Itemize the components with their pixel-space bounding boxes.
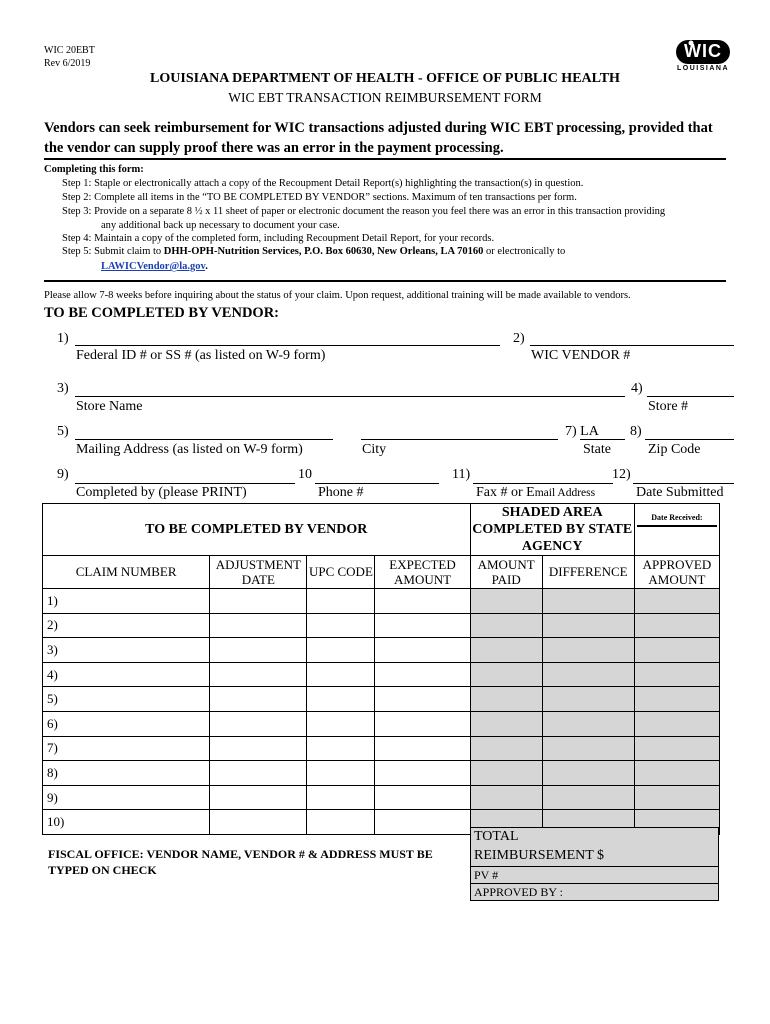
cell[interactable] <box>634 638 719 663</box>
cell[interactable] <box>375 761 470 786</box>
instructions-heading: Completing this form: <box>44 164 144 175</box>
cell[interactable] <box>307 785 375 810</box>
row-number[interactable]: 8) <box>43 761 210 786</box>
field-number: 11) <box>452 467 471 482</box>
cell[interactable] <box>634 687 719 712</box>
cell[interactable] <box>470 613 542 638</box>
cell[interactable] <box>542 662 634 687</box>
divider <box>471 866 718 867</box>
email-line <box>101 261 208 272</box>
cell[interactable] <box>375 638 470 663</box>
date-received-label: Date Received: <box>637 513 717 527</box>
cell[interactable] <box>375 785 470 810</box>
cell[interactable] <box>307 761 375 786</box>
city-label: City <box>362 442 387 457</box>
cell[interactable] <box>470 589 542 614</box>
state-prefilled: 7) LA <box>565 424 599 439</box>
field-number: 10 <box>298 467 312 482</box>
phone-field[interactable] <box>315 483 439 484</box>
vendor-table-header: TO BE COMPLETED BY VENDOR <box>43 504 471 556</box>
store-name-field[interactable] <box>75 396 625 397</box>
fax-email-field[interactable] <box>473 483 613 484</box>
table-row <box>43 736 720 761</box>
cell[interactable] <box>375 589 470 614</box>
email-period: . <box>205 261 208 272</box>
form-title: WIC EBT TRANSACTION REIMBURSEMENT FORM <box>228 90 542 105</box>
total-label: TOTAL <box>474 829 519 844</box>
cell[interactable] <box>634 662 719 687</box>
cell[interactable] <box>634 736 719 761</box>
federal-id-label: Federal ID # or SS # (as listed on W-9 form) <box>76 348 326 363</box>
step-5-suffix: or electronically to <box>483 246 566 257</box>
cell[interactable] <box>307 638 375 663</box>
cell[interactable] <box>307 613 375 638</box>
cell[interactable] <box>542 736 634 761</box>
field-number: 8) <box>630 424 642 439</box>
cell[interactable] <box>542 613 634 638</box>
col-adjustment-date: ADJUSTMENT DATE <box>210 556 307 589</box>
reimbursement-label[interactable]: REIMBURSEMENT $ <box>474 848 605 863</box>
cell[interactable] <box>634 711 719 736</box>
mailing-address-label: Mailing Address (as listed on W-9 form) <box>76 442 303 457</box>
vendor-section-title: TO BE COMPLETED BY VENDOR: <box>44 305 279 321</box>
form-id: WIC 20EBT <box>44 45 95 56</box>
fiscal-office-note: FISCAL OFFICE: VENDOR NAME, VENDOR # & ADDRESS MUST BE TYPED ON CHECK <box>48 847 433 877</box>
step-3: Step 3: Provide on a separate 8 ½ x 11 sheet of paper or electronic document the reason you feel there was an error in this transaction providing <box>62 206 666 217</box>
cell[interactable] <box>210 810 307 835</box>
completed-by-label: Completed by (please PRINT) <box>76 485 247 500</box>
cell[interactable] <box>375 810 470 835</box>
cell[interactable] <box>210 662 307 687</box>
row-number[interactable]: 3) <box>43 638 210 663</box>
cell[interactable] <box>634 785 719 810</box>
table-row <box>43 638 720 663</box>
row-number[interactable]: 2) <box>43 613 210 638</box>
state-label: State <box>583 442 611 457</box>
cell[interactable] <box>470 687 542 712</box>
cell[interactable] <box>307 810 375 835</box>
cell[interactable] <box>210 711 307 736</box>
col-amount-paid: AMOUNT PAID <box>470 556 542 589</box>
form-revision: Rev 6/2019 <box>44 58 91 69</box>
cell[interactable] <box>634 589 719 614</box>
cell[interactable] <box>307 687 375 712</box>
row-number[interactable]: 10) <box>43 810 210 835</box>
cell[interactable] <box>210 589 307 614</box>
table-row <box>43 687 720 712</box>
date-received-cell[interactable] <box>634 504 719 556</box>
pv-number-label[interactable]: PV # <box>474 868 499 882</box>
col-difference: DIFFERENCE <box>542 556 634 589</box>
department-title: LOUISIANA DEPARTMENT OF HEALTH - OFFICE OF PUBLIC HEALTH <box>150 71 620 86</box>
logo-subtext: LOUISIANA <box>677 65 729 72</box>
zip-code-label: Zip Code <box>648 442 701 457</box>
row-number[interactable]: 6) <box>43 711 210 736</box>
cell[interactable] <box>375 613 470 638</box>
cell[interactable] <box>210 785 307 810</box>
wic-vendor-number-field[interactable] <box>530 345 734 346</box>
table-row <box>43 589 720 614</box>
col-upc-code: UPC CODE <box>307 556 375 589</box>
cell[interactable] <box>375 711 470 736</box>
cell[interactable] <box>375 736 470 761</box>
wic-vendor-number-label: WIC VENDOR # <box>531 348 631 363</box>
row-number[interactable]: 9) <box>43 785 210 810</box>
approved-by-label[interactable]: APPROVED BY : <box>474 885 563 899</box>
cell[interactable] <box>210 736 307 761</box>
divider <box>44 280 726 282</box>
step-2: Step 2: Complete all items in the “TO BE COMPLETED BY VENDOR” sections. Maximum of ten transactions per form. <box>62 192 577 203</box>
row-number[interactable]: 7) <box>43 736 210 761</box>
state-field[interactable] <box>580 439 625 440</box>
table-row <box>43 761 720 786</box>
processing-notice: Please allow 7-8 weeks before inquiring about the status of your claim. Upon request, additional training will be made available to vendors. <box>44 290 631 301</box>
cell[interactable] <box>375 662 470 687</box>
field-number: 1) <box>57 331 69 346</box>
cell[interactable] <box>542 711 634 736</box>
field-number: 4) <box>631 381 643 396</box>
fax-email-label-main: Fax # or E <box>476 485 535 500</box>
wic-logo <box>672 37 734 75</box>
step-3-continued: any additional back up necessary to document your case. <box>101 220 340 231</box>
mailing-address-field[interactable] <box>75 439 333 440</box>
cell[interactable] <box>307 589 375 614</box>
step-5-address: DHH-OPH-Nutrition Services, P.O. Box 60630, New Orleans, LA 70160 <box>163 246 484 257</box>
step-5 <box>62 246 565 257</box>
col-approved-amount: APPROVED AMOUNT <box>634 556 719 589</box>
store-number-field[interactable] <box>647 396 734 397</box>
field-number: 9) <box>57 467 69 482</box>
cell[interactable] <box>542 687 634 712</box>
cell[interactable] <box>470 711 542 736</box>
cell[interactable] <box>470 761 542 786</box>
divider <box>44 158 726 160</box>
row-number[interactable]: 1) <box>43 589 210 614</box>
field-number: 12) <box>612 467 631 482</box>
date-submitted-field[interactable] <box>633 483 734 484</box>
cell[interactable] <box>210 687 307 712</box>
field-number: 2) <box>513 331 525 346</box>
fax-email-label <box>476 485 595 501</box>
state-agency-header: SHADED AREA COMPLETED BY STATE AGENCY <box>470 504 634 556</box>
store-number-label: Store # <box>648 399 689 414</box>
table-row <box>43 662 720 687</box>
step-1: Step 1: Staple or electronically attach a copy of the Recoupment Detail Report(s) highlighting the transaction(s) in question. <box>62 178 584 189</box>
claims-table <box>42 503 720 835</box>
cell[interactable] <box>542 589 634 614</box>
col-expected-amount: EXPECTED AMOUNT <box>375 556 470 589</box>
cell[interactable] <box>210 613 307 638</box>
cell[interactable] <box>634 761 719 786</box>
cell[interactable] <box>542 638 634 663</box>
row-number[interactable]: 4) <box>43 662 210 687</box>
table-row <box>43 613 720 638</box>
col-claim-number: CLAIM NUMBER <box>43 556 210 589</box>
cell[interactable] <box>375 687 470 712</box>
cell[interactable] <box>470 785 542 810</box>
cell[interactable] <box>210 761 307 786</box>
field-number: 5) <box>57 424 69 439</box>
completed-by-field[interactable] <box>75 483 295 484</box>
total-box <box>470 827 719 901</box>
table-row <box>43 711 720 736</box>
intro-text: Vendors can seek reimbursement for WIC transactions adjusted during WIC EBT processing, provided that the vendor can supply proof there was an error in the payment processing. <box>44 120 713 156</box>
cell[interactable] <box>470 736 542 761</box>
field-number: 3) <box>57 381 69 396</box>
divider <box>471 883 718 884</box>
cell[interactable] <box>470 638 542 663</box>
cell[interactable] <box>307 711 375 736</box>
row-number[interactable]: 5) <box>43 687 210 712</box>
email-link[interactable]: LAWICVendor@la.gov <box>101 261 206 272</box>
logo-text: WIC <box>684 41 722 61</box>
city-field[interactable] <box>361 439 558 440</box>
step-5-prefix: Step 5: Submit claim to <box>62 246 164 257</box>
cell[interactable] <box>307 736 375 761</box>
cell[interactable] <box>307 662 375 687</box>
cell[interactable] <box>542 761 634 786</box>
date-submitted-label: Date Submitted <box>636 485 724 500</box>
cell[interactable] <box>210 638 307 663</box>
cell[interactable] <box>470 662 542 687</box>
store-name-label: Store Name <box>76 399 143 414</box>
phone-label: Phone # <box>318 485 364 500</box>
federal-id-field[interactable] <box>75 345 500 346</box>
step-4: Step 4: Maintain a copy of the completed form, including Recoupment Detail Report, for your records. <box>62 233 495 244</box>
cell[interactable] <box>542 785 634 810</box>
fax-email-label-small: mail Address <box>534 487 596 499</box>
zip-code-field[interactable] <box>645 439 734 440</box>
table-row <box>43 785 720 810</box>
cell[interactable] <box>634 613 719 638</box>
